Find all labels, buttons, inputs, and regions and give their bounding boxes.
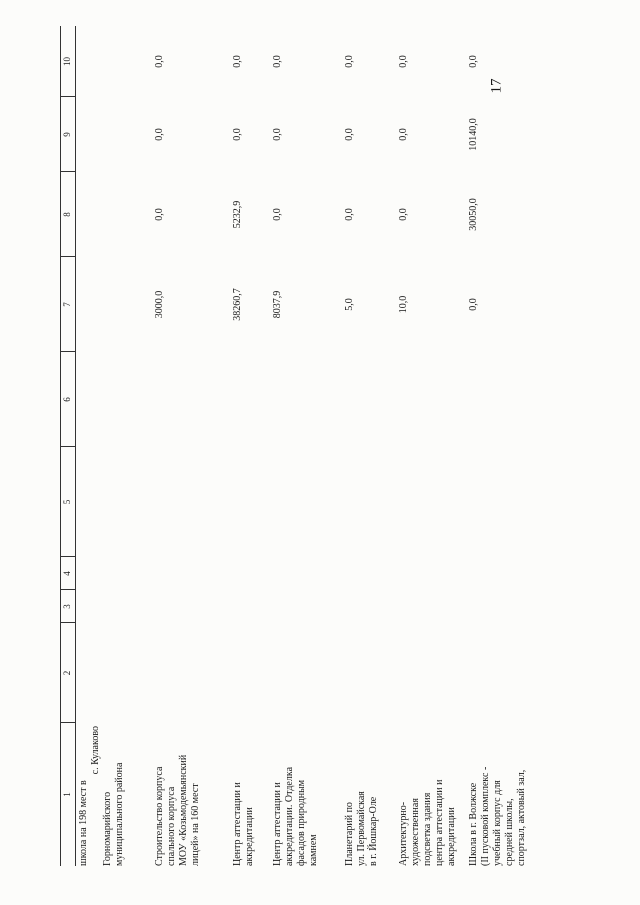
value-col10: 0,0 [272, 55, 283, 68]
table-row [272, 26, 334, 866]
table-row [78, 26, 140, 866]
desc-line: ул. Первомайская [356, 791, 367, 866]
desc-line: Строительство корпуса [154, 766, 165, 866]
desc-line: Школа в г. Волжске [468, 782, 479, 866]
col-divider [60, 351, 75, 352]
table-row [398, 26, 468, 866]
value-col8: 0,0 [272, 208, 283, 221]
desc-line: аккредитации [446, 807, 457, 866]
row-description [344, 726, 380, 866]
value-col8: 0,0 [398, 208, 409, 221]
row-description [272, 726, 320, 866]
desc-line: спортзал, актовый зал, [516, 769, 527, 866]
col-divider [60, 96, 75, 97]
value-col8: 0,0 [344, 208, 355, 221]
value-col10: 0,0 [398, 55, 409, 68]
col-divider [60, 446, 75, 447]
col-header-3: 3 [62, 604, 72, 609]
page-number: 17 [488, 78, 505, 94]
value-col10: 0,0 [232, 55, 243, 68]
desc-line: Центр аттестации и [272, 782, 283, 866]
value-col8: 5232,9 [232, 200, 243, 229]
desc-line: Горномарийского [102, 791, 113, 866]
desc-line: средней школы, [504, 798, 515, 866]
desc-line: в г. Йошкар-Оле [368, 796, 379, 866]
value-col9: 0,0 [344, 128, 355, 141]
col-divider [60, 722, 75, 723]
value-col9: 0,0 [154, 128, 165, 141]
value-col9: 0,0 [232, 128, 243, 141]
value-col10: 0,0 [154, 55, 165, 68]
value-col9: 0,0 [272, 128, 283, 141]
col-divider [60, 556, 75, 557]
desc-line: аккредитации [244, 807, 255, 866]
row-description [78, 726, 126, 866]
table-row [468, 26, 530, 866]
desc-line: фасадов природным [296, 779, 307, 866]
col-header-2: 2 [62, 670, 72, 676]
desc-line: (II пусковой комплекс - [480, 766, 491, 866]
value-col7: 3000,0 [154, 290, 165, 319]
col-header-7: 7 [62, 302, 72, 307]
value-col7: 10,0 [398, 295, 409, 314]
desc-line: Планетарий по [344, 802, 355, 866]
value-col8: 30050,0 [468, 198, 479, 231]
desc-line: лицей» на 160 мест [190, 783, 201, 866]
col-header-8: 8 [62, 212, 72, 217]
table-row [232, 26, 262, 866]
desc-line: спального корпуса [166, 786, 177, 866]
desc-line: МОУ «Козьмодемьянский [178, 754, 189, 866]
col-header-4: 4 [62, 571, 72, 576]
desc-line: Архитектурно- [398, 801, 409, 866]
desc-line: Центр аттестации и [232, 782, 243, 866]
desc-line: школа на 198 мест в [78, 780, 89, 866]
table-row [154, 26, 216, 866]
row-description [468, 726, 528, 866]
header-bottom-line [75, 26, 76, 866]
desc-line: подсветка здания [422, 792, 433, 866]
col-header-1: 1 [62, 792, 72, 797]
desc-line: аккредитации. Отделка [284, 766, 295, 866]
value-col7: 0,0 [468, 298, 479, 311]
desc-line: центра аттестации и [434, 779, 445, 866]
value-col8: 0,0 [154, 208, 165, 221]
value-col10: 0,0 [468, 55, 479, 68]
row-description [398, 726, 458, 866]
value-col9: 10140,0 [468, 118, 479, 151]
table-row [344, 26, 388, 866]
row-description [154, 726, 202, 866]
col-divider [60, 171, 75, 172]
col-divider [60, 622, 75, 623]
desc-line: учебный корпус для [492, 780, 503, 866]
row-description [232, 726, 256, 866]
col-header-6: 6 [62, 397, 72, 402]
col-divider [60, 589, 75, 590]
col-header-10: 10 [62, 57, 72, 66]
value-col7: 5,0 [344, 298, 355, 311]
col-divider [60, 256, 75, 257]
budget-table [60, 26, 530, 866]
value-col10: 0,0 [344, 55, 355, 68]
desc-line: с. Кулаково [90, 726, 101, 775]
desc-line: камнем [308, 834, 319, 866]
desc-line: муниципального района [114, 762, 125, 866]
col-header-9: 9 [62, 132, 72, 137]
value-col9: 0,0 [398, 128, 409, 141]
col-header-5: 5 [62, 499, 72, 505]
value-col7: 38260,7 [232, 288, 243, 321]
value-col7: 8037,9 [272, 290, 283, 319]
desc-line: художественная [410, 798, 421, 866]
